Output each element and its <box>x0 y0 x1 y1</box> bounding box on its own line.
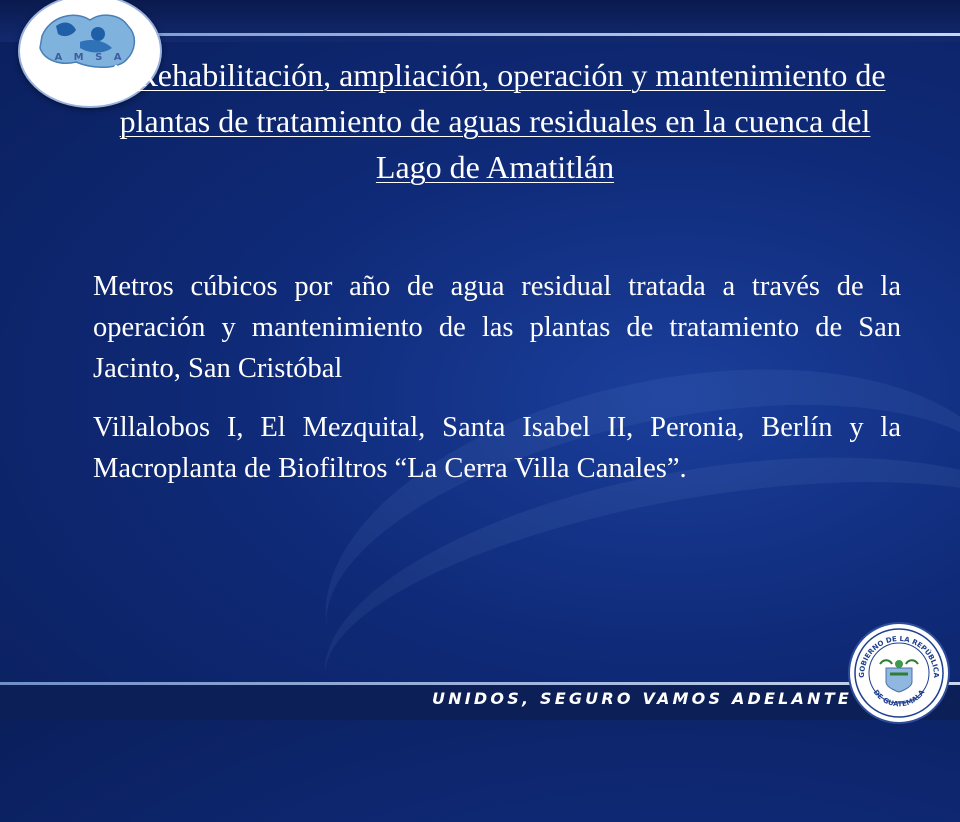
slogan-text: UNIDOS, SEGURO VAMOS ADELANTE <box>432 689 852 708</box>
body-paragraph-1: Metros cúbicos por año de agua residual tratada a través de la operación y mantenimiento de las plantas de tratamiento de San Jacinto, San Cristóbal <box>93 271 901 384</box>
guatemala-coat-of-arms-icon <box>850 624 948 722</box>
footer-slogan <box>432 689 874 708</box>
footer-divider <box>0 682 960 685</box>
svg-text:GOBIERNO DE LA REPÚBLICA: GOBIERNO DE LA REPÚBLICA <box>857 634 941 678</box>
slide-body <box>93 266 901 507</box>
svg-text:A M S A: A M S A <box>54 52 126 63</box>
government-seal <box>848 622 950 724</box>
title-number: 4. <box>104 57 137 93</box>
header-divider <box>140 33 960 36</box>
body-paragraph-2: Villalobos I, El Mezquital, Santa Isabel II, Peronia, Berlín y la Macroplanta de Biofiltros “La Cerra Villa Canales”. <box>93 412 901 484</box>
svg-text:DE GUATEMALA: DE GUATEMALA <box>871 688 927 709</box>
slide-title <box>100 52 890 190</box>
title-text: Rehabilitación, ampliación, operación y mantenimiento de plantas de tratamiento de aguas residuales en la cuenca del Lago de Amatitlán <box>119 57 886 185</box>
